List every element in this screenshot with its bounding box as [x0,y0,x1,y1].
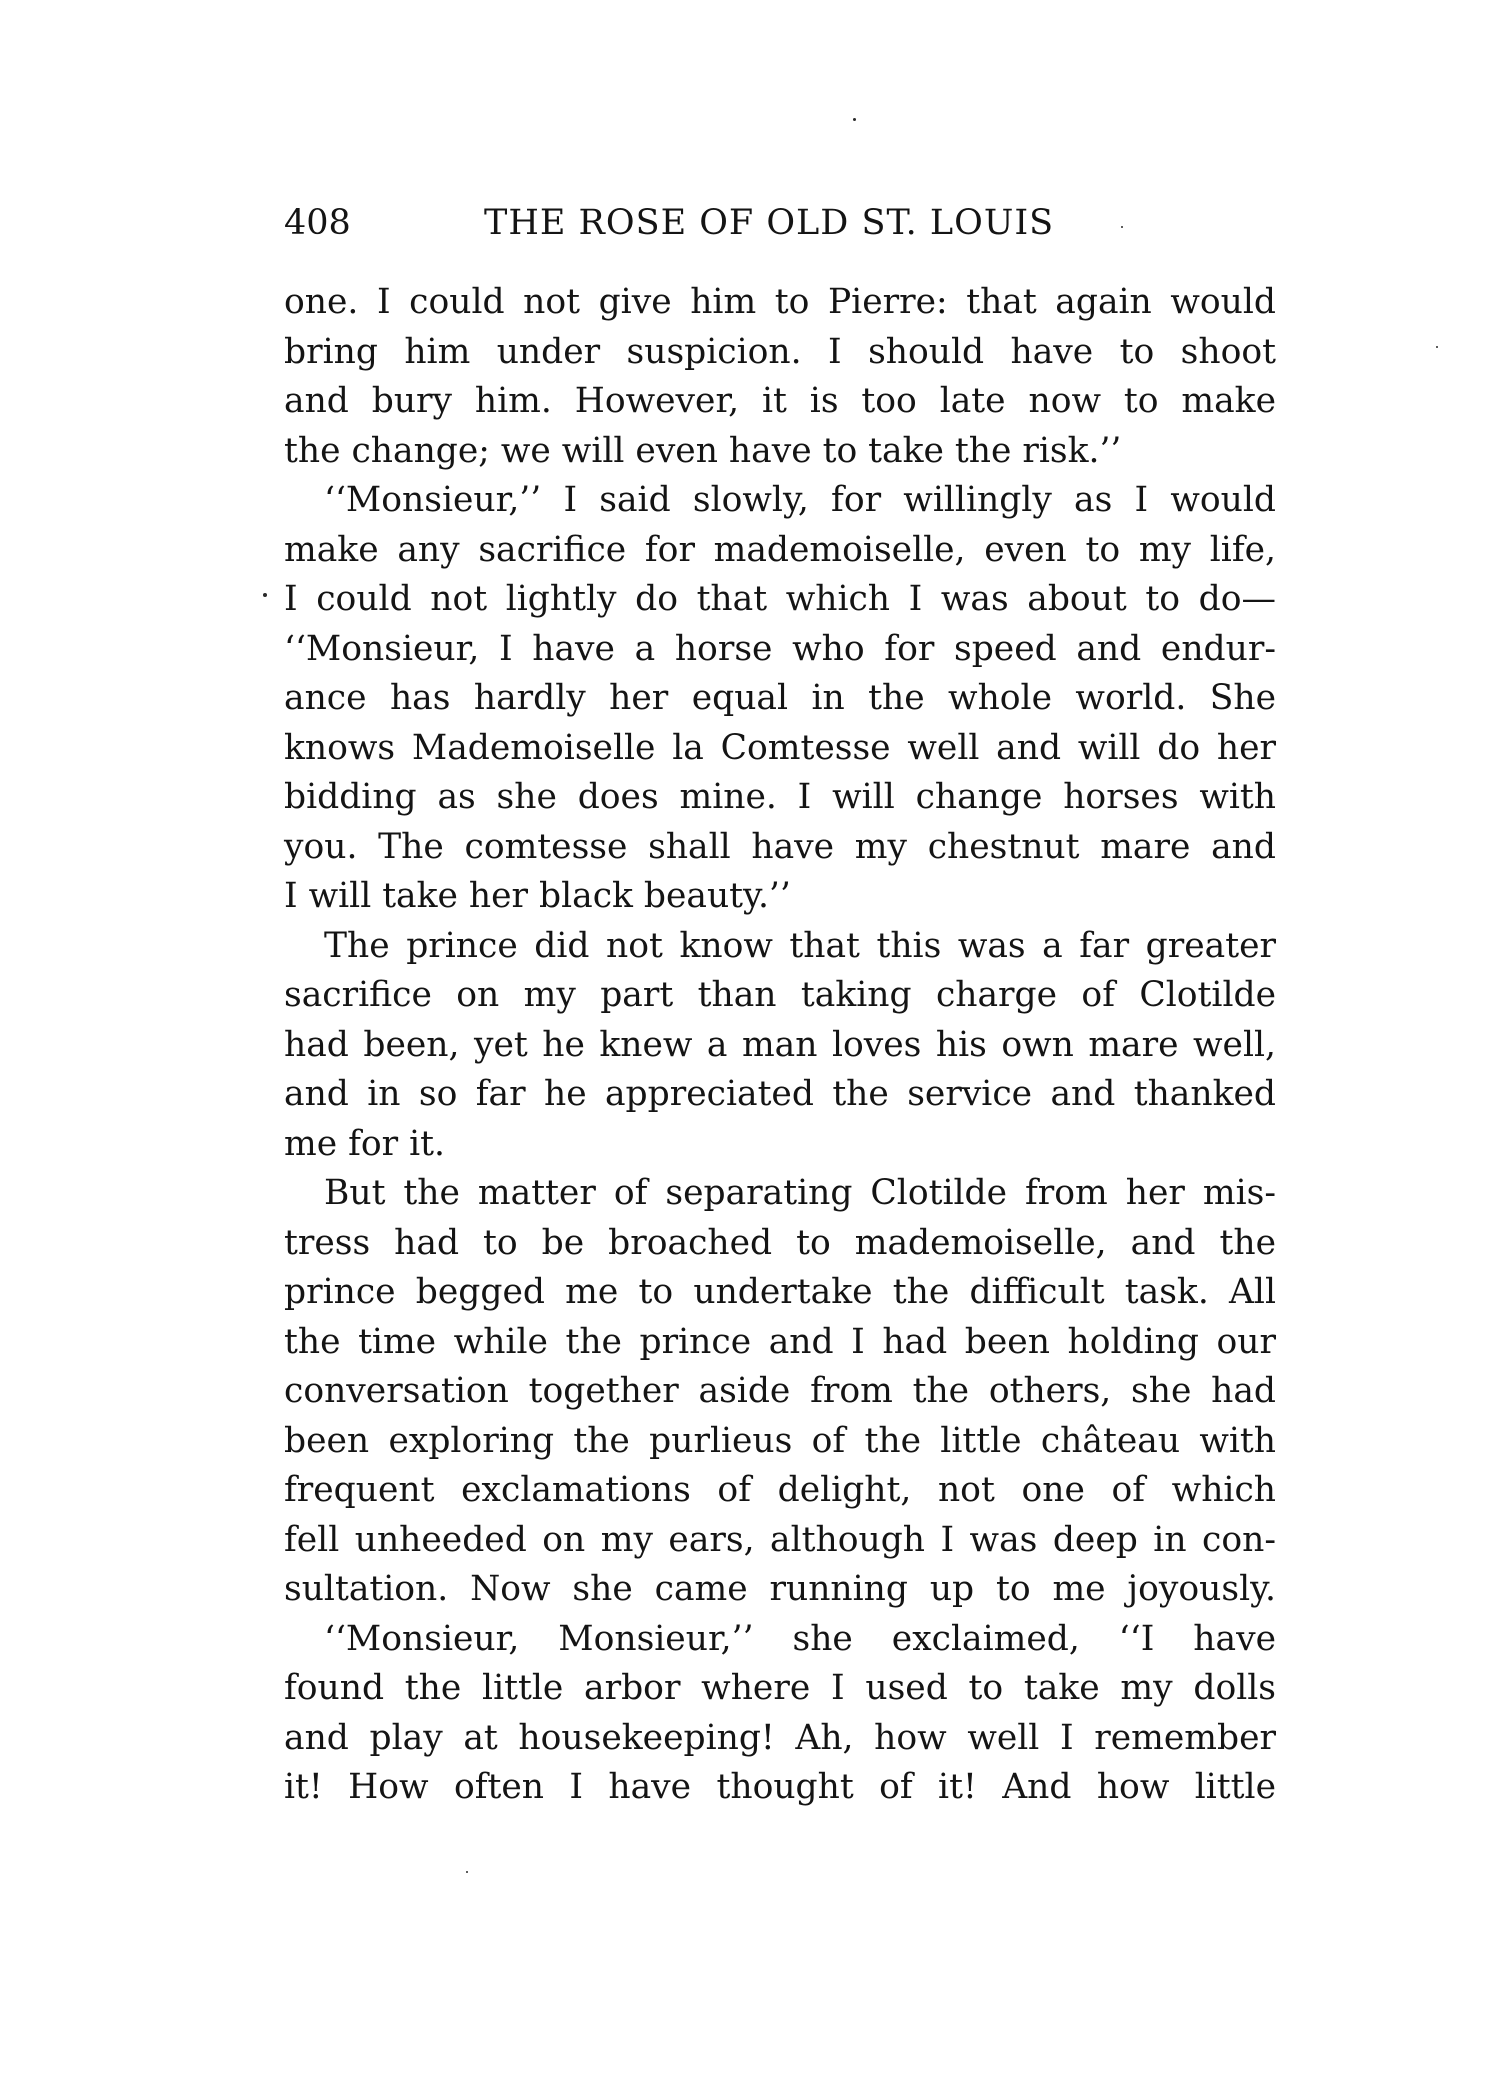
scan-speck [263,593,267,597]
text-line: sultation. Now she came running up to me joyously. [284,1569,1276,1609]
text-line: knows Mademoiselle la Comtesse well and will do her [284,727,1276,768]
page-number: 408 [284,203,351,243]
page-body [284,278,1276,1813]
text-line: bidding as she does mine. I will change horses with [284,777,1276,817]
text-line: But the matter of separating Clotilde from her mis- [324,1173,1276,1213]
running-head [284,198,1144,248]
text-line: conversation together aside from the others, she had [284,1371,1276,1411]
text-line: frequent exclamations of delight, not one of which [284,1470,1276,1510]
text-line: me for it. [284,1123,445,1164]
text-line: ‘‘Monsieur, I have a horse who for speed and endur- [284,628,1276,669]
text-line: fell unheeded on my ears, although I was deep in con- [284,1519,1276,1560]
text-line: one. I could not give him to Pierre: that again would [284,282,1276,322]
text-line: ance has hardly her equal in the whole world. She [284,678,1276,718]
text-line: the change; we will even have to take the risk.’’ [284,430,1122,471]
text-line: and play at housekeeping! Ah, how well I remember [284,1717,1276,1758]
scan-speck [853,118,856,121]
text-line: found the little arbor where I used to take my dolls [284,1668,1276,1708]
text-line: ‘‘Monsieur, Monsieur,’’ she exclaimed, ‘‘I have [324,1618,1276,1659]
text-line: and bury him. However, it is too late now to make [284,381,1276,421]
text-line: been exploring the purlieus of the little château with [284,1420,1276,1461]
text-line: it! How often I have thought of it! And how little [284,1767,1276,1807]
text-line: bring him under suspicion. I should have to shoot [284,331,1276,372]
text-line: had been, yet he knew a man loves his own mare well, [284,1024,1276,1065]
text-line: you. The comtesse shall have my chestnut mare and [284,826,1276,867]
running-title: THE ROSE OF OLD ST. LOUIS [484,203,1055,243]
scan-speck [1121,226,1123,228]
text-line: The prince did not know that this was a far greater [324,925,1276,966]
text-line: ‘‘Monsieur,’’ I said slowly, for willingly as I would [324,480,1276,520]
text-line: I will take her black beauty.’’ [284,876,791,916]
scan-speck [1436,346,1438,348]
scan-speck [466,1871,468,1873]
text-line: make any sacrifice for mademoiselle, even to my life, [284,529,1276,570]
text-line: tress had to be broached to mademoiselle, and the [284,1222,1276,1263]
text-line: the time while the prince and I had been holding our [284,1321,1276,1362]
text-line: prince begged me to undertake the difficult task. All [284,1272,1276,1312]
text-line: sacrifice on my part than taking charge of Clotilde [284,975,1276,1015]
text-line: I could not lightly do that which I was about to do— [284,579,1276,619]
text-line: and in so far he appreciated the service and thanked [284,1074,1276,1114]
